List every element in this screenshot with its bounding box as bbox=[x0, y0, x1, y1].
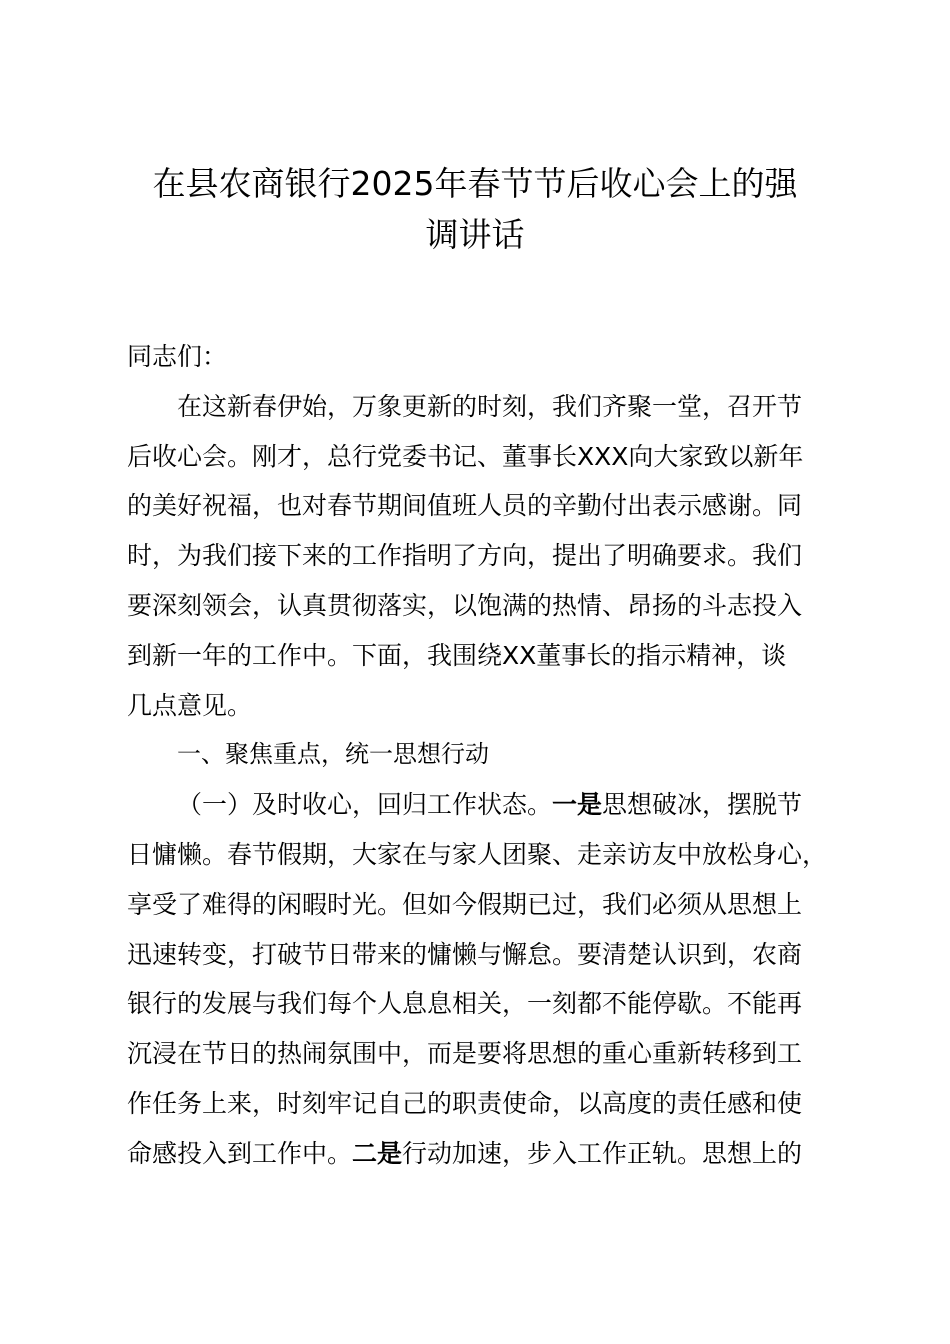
intro-paragraph bbox=[127, 382, 837, 731]
sub1-line-1-lead: （一）及时收心，回归工作状态。 bbox=[177, 790, 553, 820]
intro-line-2: 后收心会。刚才，总行党委书记、董事长XXX向大家致以新年 bbox=[127, 441, 804, 471]
sub1-line-4: 迅速转变，打破节日带来的慵懒与懈怠。要清楚认识到，农商 bbox=[127, 939, 803, 969]
sub1-line-6: 沉浸在节日的热闹氛围中，而是要将思想的重心重新转移到工 bbox=[127, 1039, 803, 1069]
sub1-line-8-lead: 命感投入到工作中。 bbox=[127, 1138, 353, 1168]
intro-line-5: 要深刻领会，认真贯彻落实，以饱满的热情、昂扬的斗志投入 bbox=[127, 590, 803, 620]
salutation: 同志们： bbox=[127, 342, 228, 371]
sub1-line-7: 作任务上来，时刻牢记自己的职责使命，以高度的责任感和使 bbox=[127, 1088, 803, 1118]
intro-line-7: 几点意见。 bbox=[127, 690, 253, 720]
salutation-paragraph bbox=[127, 332, 837, 382]
section-1-heading-paragraph bbox=[127, 730, 837, 780]
title-line-1: 在县农商银行2025年春节节后收心会上的强 bbox=[152, 164, 798, 203]
sub1-line-8-rest: 行动加速，步入工作正轨。思想上的 bbox=[402, 1138, 803, 1168]
sub1-line-3: 享受了难得的闲暇时光。但如今假期已过，我们必须从思想上 bbox=[127, 889, 803, 919]
document-body bbox=[127, 332, 837, 1179]
section-1-heading: 一、聚焦重点，统一思想行动 bbox=[177, 740, 489, 769]
intro-line-4: 时，为我们接下来的工作指明了方向，提出了明确要求。我们 bbox=[127, 541, 803, 571]
title-line-2: 调讲话 bbox=[425, 215, 525, 254]
sub1-line-8 bbox=[127, 1129, 837, 1179]
sub1-line-1 bbox=[127, 780, 837, 830]
sub1-line-1-rest: 思想破冰，摆脱节 bbox=[602, 790, 803, 820]
sub1-point-two-label: 二是 bbox=[352, 1138, 403, 1168]
intro-line-1: 在这新春伊始，万象更新的时刻，我们齐聚一堂，召开节 bbox=[177, 391, 803, 421]
intro-line-6: 到新一年的工作中。下面，我围绕XX董事长的指示精神，谈 bbox=[127, 640, 787, 670]
sub1-point-one-label: 一是 bbox=[552, 790, 603, 820]
document-title bbox=[100, 158, 850, 260]
intro-line-3: 的美好祝福，也对春节期间值班人员的辛勤付出表示感谢。同 bbox=[127, 491, 803, 521]
subsection-1-paragraph bbox=[127, 780, 837, 1178]
sub1-line-5: 银行的发展与我们每个人息息相关，一刻都不能停歇。不能再 bbox=[127, 989, 803, 1019]
sub1-line-2: 日慵懒。春节假期，大家在与家人团聚、走亲访友中放松身心， bbox=[127, 839, 828, 869]
